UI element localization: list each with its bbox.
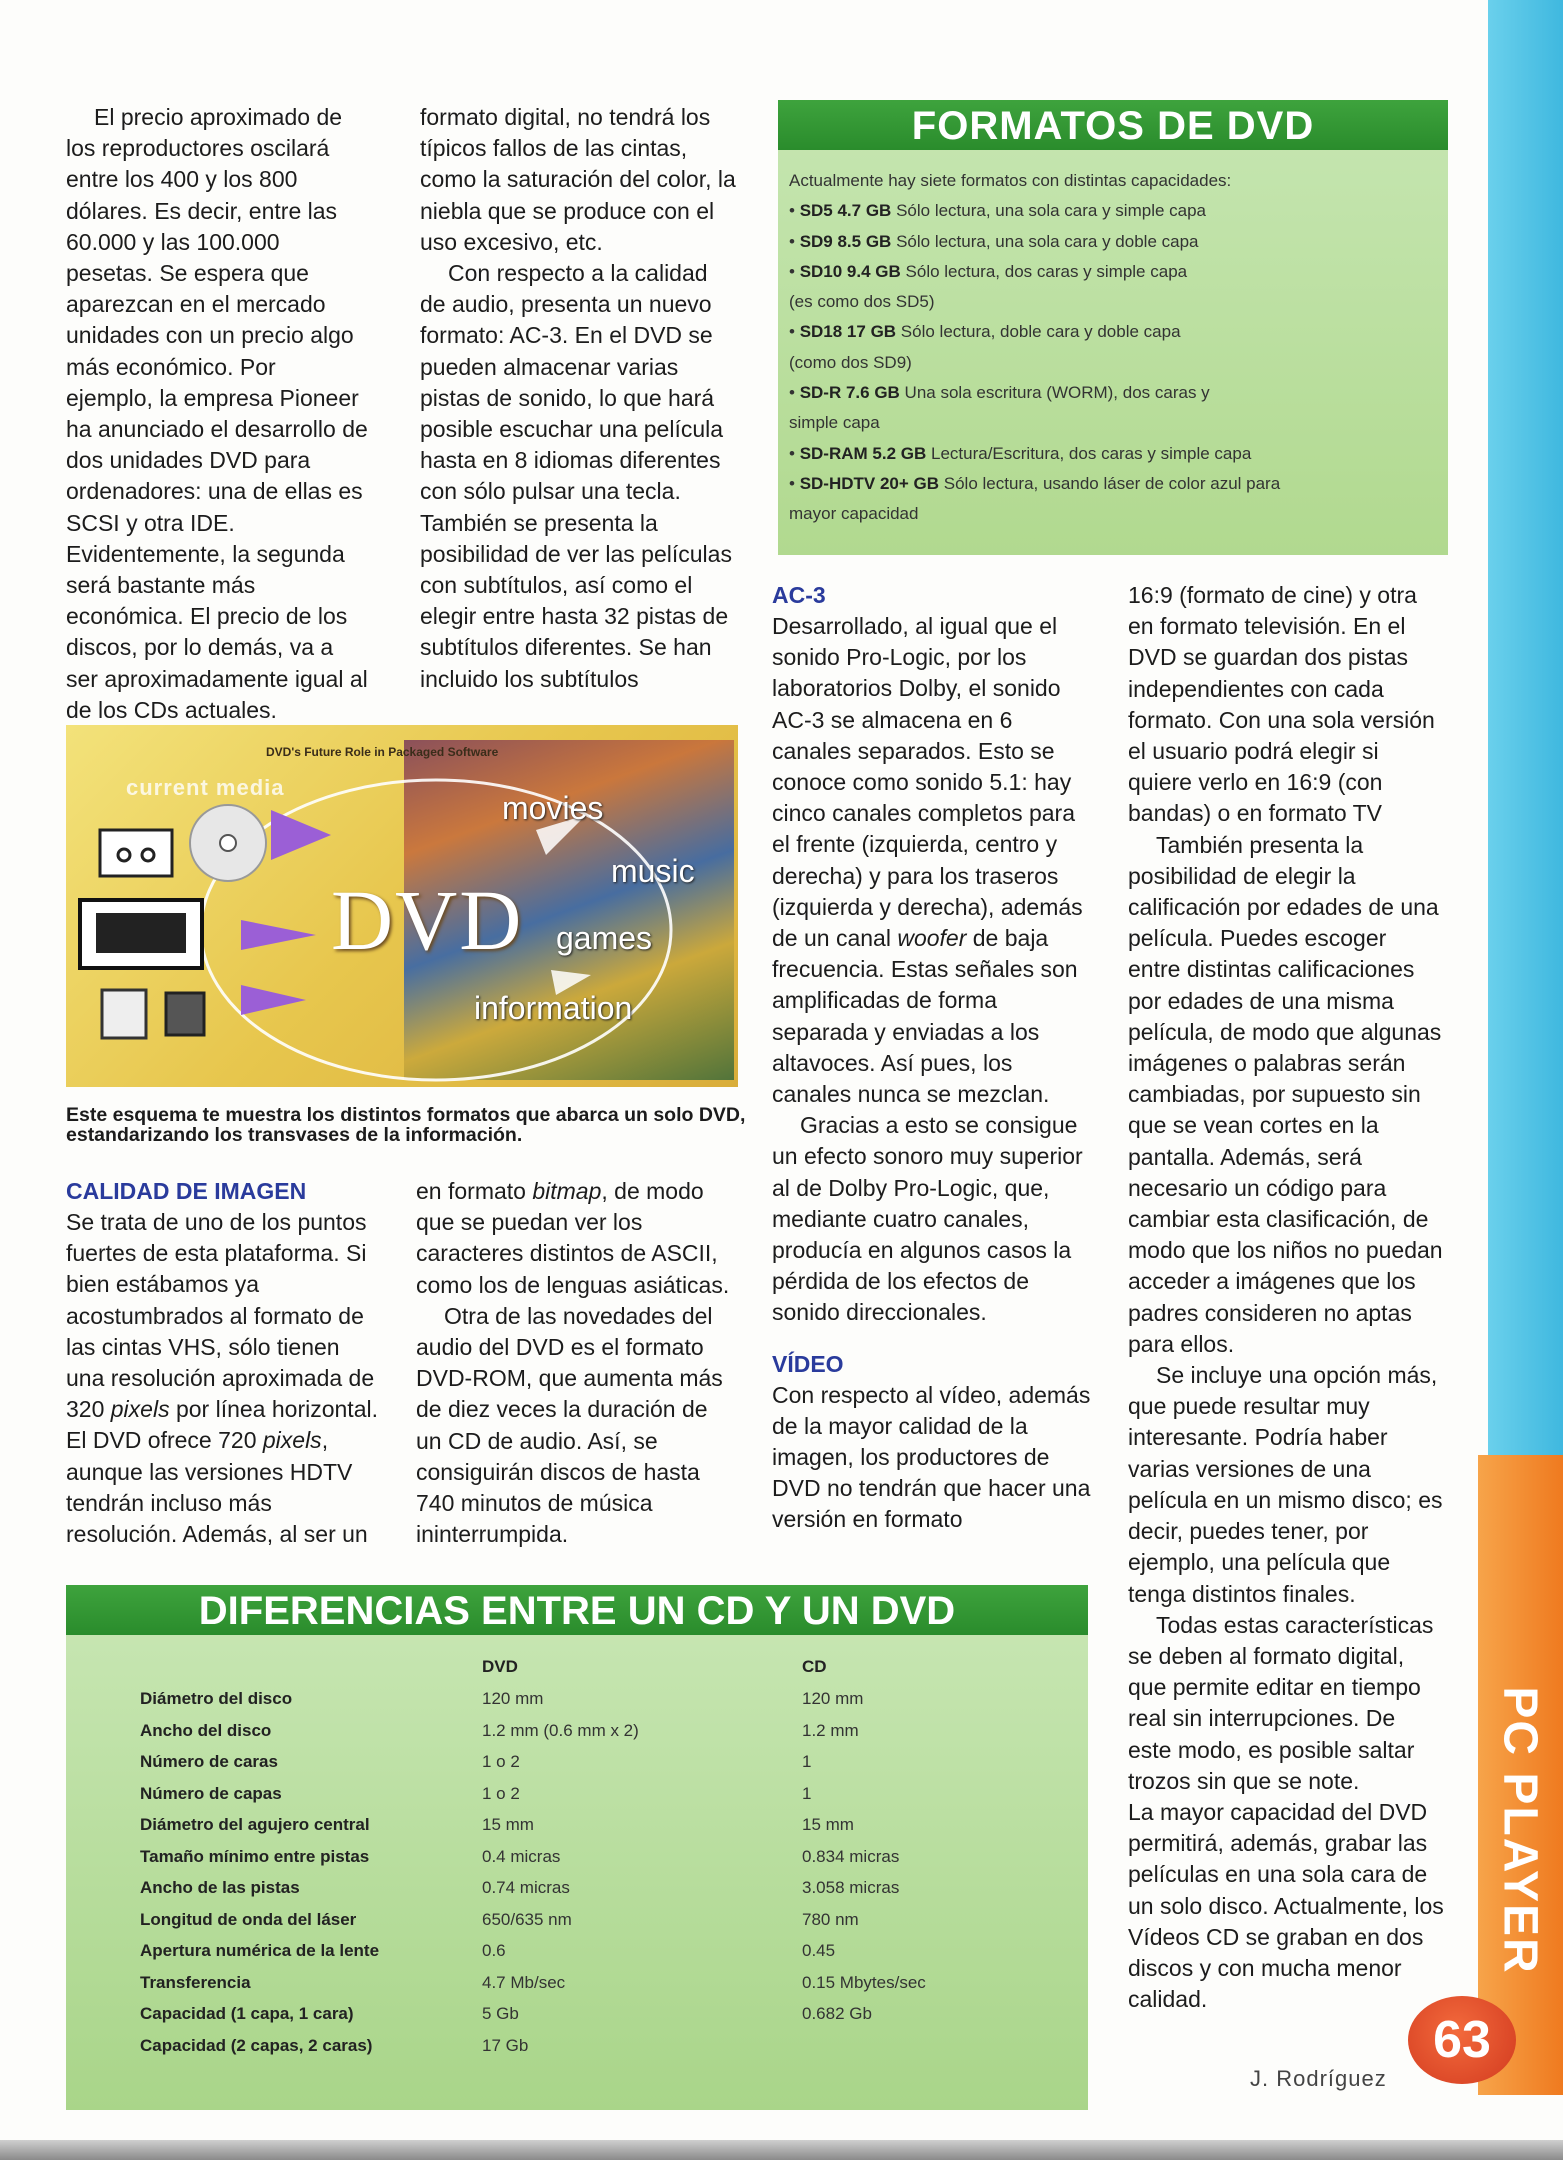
table-cell-dvd: 15 mm bbox=[482, 1815, 534, 1834]
format-desc: Lectura/Escritura, dos caras y simple capa bbox=[926, 443, 1252, 463]
formatos-list bbox=[789, 166, 1439, 530]
paragraph: Otra de las novedades del audio del DVD es el formato DVD-ROM, que aumenta más de diez veces la duración de un CD de audio. Así, se consiguirán discos de hasta 740 minutos de música ininterrumpida. bbox=[416, 1302, 723, 1548]
figure-current-media: current media bbox=[126, 775, 285, 800]
figure-title: DVD's Future Role in Packaged Software bbox=[266, 745, 499, 759]
table-cell-cd: 0.682 Gb bbox=[802, 2004, 872, 2023]
table-cell-dvd: 17 Gb bbox=[482, 2035, 529, 2055]
diferencias-title: DIFERENCIAS ENTRE UN CD Y UN DVD bbox=[66, 1585, 1088, 1635]
table-cell-cd: 1 bbox=[802, 1783, 812, 1803]
format-code: SD-RAM 5.2 GB bbox=[799, 443, 927, 463]
format-desc: Sólo lectura, una sola cara y doble capa bbox=[891, 231, 1199, 251]
table-cell-label: Ancho del disco bbox=[140, 1720, 272, 1740]
table-cell-cd: 1.2 mm bbox=[802, 1720, 859, 1740]
format-code: SD-R 7.6 GB bbox=[799, 383, 900, 403]
paragraph: Se incluye una opción más, que puede resultar muy interesante. Podría haber varias versiones de una película en un mismo disco; es decir, puedes tener, por ejemplo, una película que tenga distintos finales. bbox=[1128, 1362, 1443, 1607]
side-stripe-cyan bbox=[1488, 0, 1563, 1460]
cassette-icon bbox=[100, 830, 172, 876]
paragraph bbox=[772, 611, 1092, 1110]
section-heading-video: VÍDEO bbox=[772, 1350, 844, 1377]
format-code: SD-HDTV 20+ GB bbox=[799, 473, 940, 493]
table-cell-label: Longitud de onda del láser bbox=[140, 1909, 357, 1929]
list-item: • SD18 17 GB Sólo lectura, doble cara y doble capa bbox=[789, 322, 1181, 342]
paragraph: formato digital, no tendrá los típicos fallos de las cintas, como la saturación del color, la niebla que se produce con el uso excesivo, etc. bbox=[420, 104, 736, 255]
list-item: • SD-HDTV 20+ GB Sólo lectura, usando láser de color azul para bbox=[789, 473, 1281, 493]
table-cell-label: Capacidad (2 capas, 2 caras) bbox=[140, 2035, 373, 2055]
format-code: SD9 8.5 GB bbox=[799, 231, 892, 251]
cd-hole-icon bbox=[220, 835, 236, 851]
table-cell-cd: 120 mm bbox=[802, 1689, 864, 1708]
diferencias-table bbox=[66, 1585, 1088, 2110]
table-cell-label: Apertura numérica de la lente bbox=[140, 1941, 380, 1960]
author-credit: J. Rodríguez bbox=[1250, 2066, 1387, 2091]
table-cell-cd: 0.834 micras bbox=[802, 1846, 900, 1866]
floppy-icon bbox=[102, 990, 146, 1038]
paragraph: El precio aproximado de los reproductores oscilará entre los 400 y los 800 dólares. Es decir, entre las 60.000 y las 100.000 pesetas. Se espera que aparezcan en el mercado unidades con un precio algo más económico. Por ejemplo, la empresa Pioneer ha anunciado el desarrollo de dos unidades DVD para ordenadores: una de ellas es SCSI y otra IDE. Evidentemente, la segunda será bastante más económica. El precio de los discos, por lo demás, va a ser aproximadamente igual al de los CDs actuales. bbox=[66, 104, 368, 723]
figure-word-games: games bbox=[556, 920, 653, 956]
text-run: en formato bbox=[416, 1178, 533, 1204]
table-cell-dvd: 1 o 2 bbox=[482, 1752, 520, 1771]
table-cell-cd: 3.058 micras bbox=[802, 1878, 900, 1897]
dvd-logo: DVD bbox=[331, 872, 524, 968]
list-item: • SD10 9.4 GB Sólo lectura, dos caras y simple capa bbox=[789, 261, 1188, 281]
figure-word-information: information bbox=[474, 990, 633, 1026]
dvd-diagram-figure bbox=[66, 725, 738, 1087]
table-cell-label: Ancho de las pistas bbox=[140, 1878, 300, 1897]
table-cell-dvd: 5 Gb bbox=[482, 2004, 519, 2023]
list-item: • SD-RAM 5.2 GB Lectura/Escritura, dos caras y simple capa bbox=[789, 443, 1252, 463]
text-run: , aunque las versiones HDTV tendrán incluso más resolución. Además, al ser un bbox=[66, 1427, 368, 1548]
format-desc: Sólo lectura, doble cara y doble capa bbox=[896, 322, 1181, 342]
table-cell-label: Número de caras bbox=[140, 1752, 278, 1771]
table-cell-dvd: 1 o 2 bbox=[482, 1783, 520, 1803]
list-item-cont: (como dos SD9) bbox=[789, 352, 912, 372]
column-1-top bbox=[66, 102, 368, 726]
text-run: , de modo que se puedan ver los caracteres distintos de ASCII, como los de lenguas asiáticas. bbox=[416, 1178, 730, 1298]
formatos-box bbox=[778, 100, 1448, 555]
page-number: 63 bbox=[1408, 1996, 1516, 2084]
arrow-icon bbox=[271, 810, 331, 860]
format-desc: Sólo lectura, una sola cara y simple capa bbox=[891, 201, 1207, 221]
format-desc: Sólo lectura, dos caras y simple capa bbox=[900, 261, 1188, 281]
header-dvd: DVD bbox=[482, 1657, 518, 1676]
format-desc: Sólo lectura, usando láser de color azul para bbox=[939, 473, 1281, 493]
section-heading-ac3: AC-3 bbox=[772, 582, 826, 608]
column-2-bottom bbox=[416, 1176, 734, 1550]
paragraph: La mayor capacidad del DVD permitirá, además, grabar las películas en una sola cara de un solo disco. Actualmente, los Vídeos CD se graban en dos discos y con mucha menor calidad. bbox=[1128, 1798, 1444, 2013]
figure-caption: Este esquema te muestra los distintos formatos que abarca un solo DVD, estandarizando los transvases de la información. bbox=[66, 1104, 746, 1146]
paragraph: Todas estas características se deben al formato digital, que permite editar en tiempo real sin interrupciones. De este modo, es posible saltar trozos sin que se note. bbox=[1128, 1611, 1434, 1794]
text-run-italic: woofer bbox=[897, 925, 967, 952]
table-cell-dvd: 120 mm bbox=[482, 1689, 544, 1708]
table-cell-dvd: 1.2 mm (0.6 mm x 2) bbox=[482, 1720, 639, 1740]
text-run-italic: bitmap bbox=[532, 1178, 602, 1204]
table-cell-label: Transferencia bbox=[140, 1972, 251, 1992]
table-cell-dvd: 0.74 micras bbox=[482, 1878, 570, 1897]
column-1-bottom bbox=[66, 1176, 384, 1550]
text-run: Desarrollado, al igual que el sonido Pro-Logic, por los laboratorios Dolby, el sonido AC-3 se almacena en 6 canales separados. Esto se conoce como sonido 5.1: hay cinco canales completos para el frente (izquierda, centro y derecha) y para los traseros (izquierda y derecha), además de un canal bbox=[772, 613, 1083, 952]
format-code: SD18 17 GB bbox=[799, 322, 897, 342]
table-cell-dvd: 0.6 bbox=[482, 1941, 506, 1960]
paragraph bbox=[416, 1176, 734, 1301]
format-desc: Una sola escritura (WORM), dos caras y bbox=[899, 383, 1210, 403]
table-cell-cd: 0.45 bbox=[802, 1941, 836, 1960]
figure-word-music: music bbox=[611, 853, 695, 889]
list-item-cont: (es como dos SD5) bbox=[789, 292, 935, 312]
format-code: SD5 4.7 GB bbox=[799, 201, 892, 221]
column-4 bbox=[1128, 580, 1444, 2015]
table-cell-cd: 15 mm bbox=[802, 1815, 854, 1834]
floppy-icon bbox=[166, 993, 204, 1035]
table-cell-dvd: 4.7 Mb/sec bbox=[482, 1972, 566, 1992]
figure-word-movies: movies bbox=[502, 790, 604, 826]
table-cell-dvd: 0.4 micras bbox=[482, 1846, 561, 1866]
text-run-italic: pixels bbox=[262, 1427, 322, 1454]
text-run-italic: pixels bbox=[110, 1396, 170, 1423]
table-cell-dvd: 650/635 nm bbox=[482, 1909, 572, 1929]
table-cell-cd: 1 bbox=[802, 1752, 812, 1771]
table-cell-cd: 780 nm bbox=[802, 1909, 859, 1929]
paragraph: 16:9 (formato de cine) y otra en formato televisión. En el DVD se guardan dos pistas independientes con cada formato. Con una sola versión el usuario podrá elegir si quiere verlo en 16:9 (con bandas) o en formato TV bbox=[1128, 582, 1435, 827]
paragraph: Con respecto al vídeo, además de la mayor calidad de la imagen, los productores de DVD no tendrán que hacer una versión en formato bbox=[772, 1381, 1091, 1533]
section-label bbox=[1478, 1680, 1563, 1980]
list-item: • SD-R 7.6 GB Una sola escritura (WORM), dos caras y bbox=[789, 383, 1210, 403]
list-item-cont: mayor capacidad bbox=[789, 504, 919, 524]
arrow-icon bbox=[241, 985, 306, 1015]
list-item: • SD5 4.7 GB Sólo lectura, una sola cara y simple capa bbox=[789, 201, 1207, 221]
text-run: de baja frecuencia. Estas señales son amplificadas de forma separada y enviadas a los altavoces. Así pues, los canales nunca se mezclan. bbox=[772, 925, 1078, 1108]
paragraph: Gracias a esto se consigue un efecto sonoro muy superior al de Dolby Pro-Logic, que, mediante cuatro canales, producía en algunos casos la pérdida de los efectos de sonido direccionales. bbox=[772, 1112, 1083, 1326]
table-cell-cd: 0.15 Mbytes/sec bbox=[802, 1972, 926, 1992]
header-cd: CD bbox=[802, 1657, 827, 1676]
column-3 bbox=[772, 580, 1092, 1536]
formatos-title: FORMATOS DE DVD bbox=[778, 100, 1448, 150]
text-run: por línea horizontal. El DVD ofrece 720 bbox=[66, 1396, 378, 1454]
section-label-text: PC PLAYER bbox=[1494, 1685, 1547, 1975]
text-run: Se trata de uno de los puntos fuertes de esta plataforma. Si bien estábamos ya acostumbrados al formato de las cintas VHS, sólo tienen una resolución aproximada de 320 bbox=[66, 1209, 375, 1423]
formatos-intro: Actualmente hay siete formatos con distintas capacidades: bbox=[789, 171, 1232, 190]
list-item: • SD9 8.5 GB Sólo lectura, una sola cara y doble capa bbox=[789, 231, 1199, 251]
list-item-cont: simple capa bbox=[789, 413, 880, 433]
table-cell-label: Capacidad (1 capa, 1 cara) bbox=[140, 2004, 354, 2023]
table-cell-label: Diámetro del disco bbox=[140, 1689, 293, 1708]
paragraph: Con respecto a la calidad de audio, presenta un nuevo formato: AC-3. En el DVD se pueden almacenar varias pistas de sonido, lo que hará posible escuchar una película hasta en 8 idiomas diferentes con sólo pulsar una tecla. También se presenta la posibilidad de ver las películas con subtítulos, así como el elegir entre hasta 32 pistas de subtítulos diferentes. Se han incluido los subtítulos bbox=[420, 260, 732, 692]
format-code: SD10 9.4 GB bbox=[799, 261, 901, 281]
table-cell-label: Número de capas bbox=[140, 1783, 282, 1803]
column-2-top bbox=[420, 102, 736, 695]
paragraph bbox=[66, 1207, 384, 1550]
vhs-window-icon bbox=[96, 913, 186, 953]
paragraph: También presenta la posibilidad de elegir la calificación por edades de una película. Puedes escoger entre distintas calificaciones por edades de una misma película, de modo que algunas imágenes o palabras serán cambiadas, por supuesto sin que se vean cortes en la pantalla. Además, será necesario un código para cambiar esta clasificación, de modo que los niños no puedan acceder a imágenes que los padres consideren no aptas para ellos. bbox=[1128, 831, 1443, 1357]
bottom-edge bbox=[0, 2140, 1563, 2160]
table-cell-label: Tamaño mínimo entre pistas bbox=[140, 1846, 370, 1866]
arrow-icon bbox=[241, 920, 316, 950]
table-cell-label: Diámetro del agujero central bbox=[140, 1815, 370, 1834]
section-heading-calidad: CALIDAD DE IMAGEN bbox=[66, 1178, 307, 1204]
